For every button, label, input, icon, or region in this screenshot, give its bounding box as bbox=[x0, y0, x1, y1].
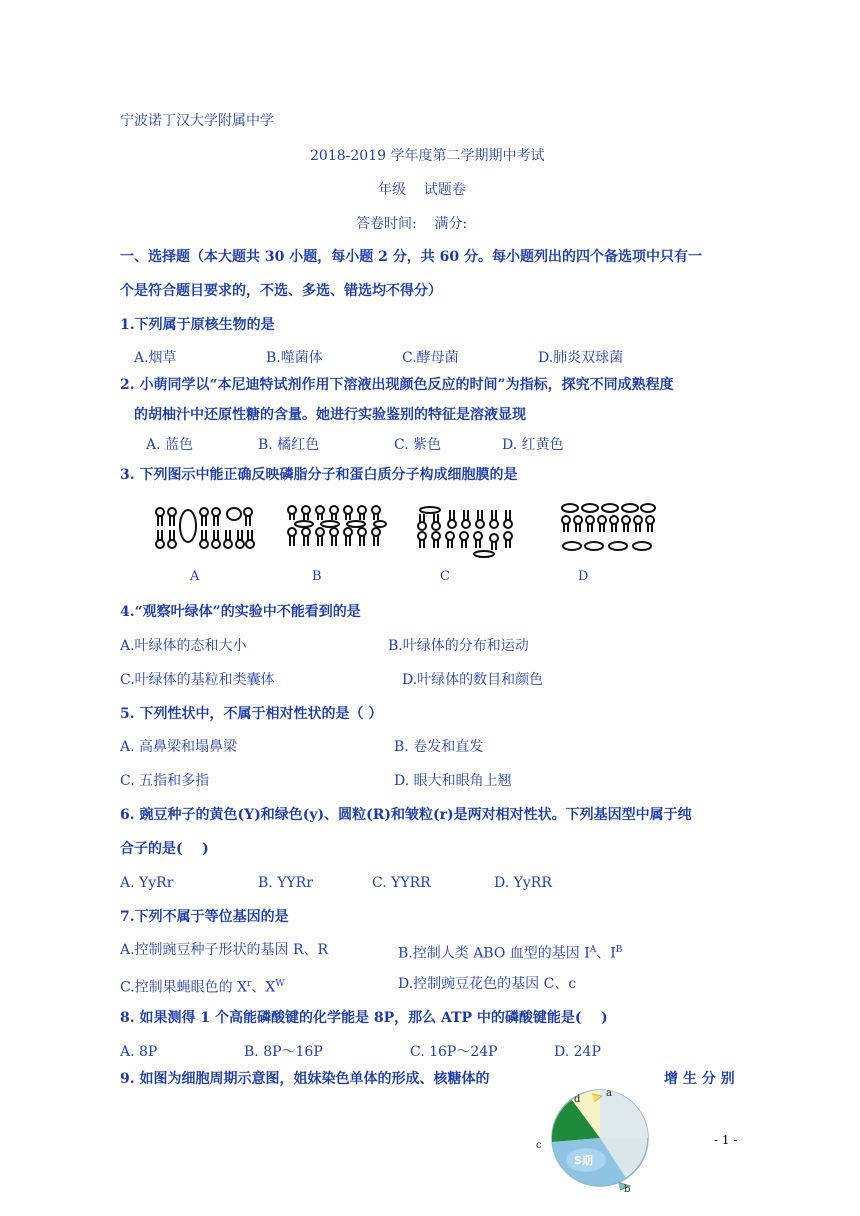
q5-stem: 5. 下列性状中，不属于相对性状的是（ ） bbox=[120, 706, 383, 722]
membrane-diagram-a bbox=[150, 500, 260, 556]
q7-option-b-sup2: B bbox=[615, 945, 623, 955]
q5-option-c: C. 五指和多指 bbox=[120, 773, 210, 789]
time-line: 答卷时间: 满分: bbox=[356, 216, 468, 232]
q1-option-d: D.肺炎双球菌 bbox=[538, 350, 624, 366]
q7-option-c bbox=[120, 975, 285, 997]
q7-option-c-sep: 、X bbox=[251, 979, 276, 996]
q8-stem: 8. 如果测得 1 个高能磷酸键的化学能是 8P，那么 ATP 中的磷酸键能是( ) bbox=[120, 1010, 608, 1026]
q2-stem-line1: 2. 小萌同学以“本尼迪特试剂作用下溶液出现颜色反应的时间”为指标，探究不同成熟程度 bbox=[120, 377, 674, 393]
q6-option-b: B. YYRr bbox=[258, 875, 313, 891]
q2-option-c: C. 紫色 bbox=[394, 437, 442, 453]
cycle-center-label: S期 bbox=[574, 1154, 593, 1167]
q6-option-c: C. YYRR bbox=[372, 875, 431, 891]
q7-option-b-main: B.控制人类 ABO 血型的基因 I bbox=[398, 945, 590, 962]
q7-option-b-sep: 、I bbox=[596, 945, 616, 962]
q5-option-a: A. 高鼻梁和塌鼻梁 bbox=[120, 739, 238, 755]
q1-option-c: C.酵母菌 bbox=[402, 350, 459, 366]
q5-option-b: B. 卷发和直发 bbox=[394, 739, 484, 755]
exam-title: 2018-2019 学年度第二学期期中考试 bbox=[310, 148, 545, 164]
q8-option-d: D. 24P bbox=[554, 1044, 601, 1060]
section-title-line2: 个是符合题目要求的，不选、多选、错选均不得分） bbox=[120, 283, 442, 299]
q2-option-b: B. 橘红色 bbox=[258, 437, 320, 453]
q7-option-b bbox=[398, 941, 622, 963]
school-name: 宁波诺丁汉大学附属中学 bbox=[120, 113, 274, 129]
q7-option-c-sup1: r bbox=[247, 979, 252, 989]
q2-option-a: A. 蓝色 bbox=[146, 437, 194, 453]
cycle-label-b: b bbox=[624, 1184, 631, 1195]
q5-option-d: D. 眼大和眼角上翘 bbox=[394, 773, 512, 789]
q3-label-c: C bbox=[440, 569, 450, 584]
q4-option-a: A.叶绿体的态和大小 bbox=[120, 638, 247, 654]
cell-cycle-diagram bbox=[534, 1086, 658, 1196]
q3-label-a: A bbox=[190, 569, 200, 584]
q6-stem-line2: 合子的是( ) bbox=[120, 841, 209, 857]
q7-option-c-sup2: W bbox=[275, 979, 285, 989]
q2-stem-line2: 的胡柚汁中还原性糖的含量。她进行实验鉴别的特征是溶液显现 bbox=[134, 407, 526, 423]
q3-stem: 3. 下列图示中能正确反映磷脂分子和蛋白质分子构成细胞膜的是 bbox=[120, 467, 518, 483]
membrane-diagram-d bbox=[558, 500, 658, 556]
q4-option-c: C.叶绿体的基粒和类囊体 bbox=[120, 672, 275, 688]
q6-option-a: A. YyRr bbox=[120, 875, 174, 891]
q9-stem: 9. 如图为细胞周期示意图，姐妹染色单体的形成、核糖体的 bbox=[120, 1071, 490, 1087]
q1-option-b: B.噬菌体 bbox=[266, 350, 323, 366]
membrane-diagram-b bbox=[284, 502, 390, 554]
q7-option-a: A.控制豌豆种子形状的基因 R、R bbox=[120, 942, 329, 958]
q4-option-b: B.叶绿体的分布和运动 bbox=[388, 638, 529, 654]
cycle-label-c: c bbox=[536, 1140, 542, 1151]
grade-line: 年级 试题卷 bbox=[378, 182, 466, 198]
q4-stem: 4.“观察叶绿体”的实验中不能看到的是 bbox=[120, 604, 361, 620]
section-title-line1: 一、选择题（本大题共 30 小题，每小题 2 分，共 60 分。每小题列出的四个备选项中只有一 bbox=[120, 249, 702, 265]
membrane-diagram-c bbox=[414, 504, 520, 558]
q3-label-b: B bbox=[312, 569, 322, 584]
q1-option-a: A.烟草 bbox=[134, 350, 177, 366]
cycle-label-a: a bbox=[606, 1088, 612, 1099]
q8-option-b: B. 8P～16P bbox=[244, 1044, 323, 1060]
q3-label-d: D bbox=[578, 569, 589, 584]
q4-option-d: D.叶绿体的数目和颜色 bbox=[402, 672, 544, 688]
q7-option-d: D.控制豌豆花色的基因 C、c bbox=[398, 976, 577, 992]
q6-option-d: D. YyRR bbox=[494, 875, 552, 891]
q7-option-b-sup1: A bbox=[589, 945, 597, 955]
q7-option-c-main: C.控制果蝇眼色的 X bbox=[120, 979, 248, 996]
page-number: - 1 - bbox=[714, 1133, 738, 1147]
q6-stem-line1: 6. 豌豆种子的黄色(Y)和绿色(y)、圆粒(R)和皱粒(r)是两对相对性状。下列基因型中属于纯 bbox=[120, 807, 692, 823]
q1-stem: 1.下列属于原核生物的是 bbox=[120, 317, 275, 333]
q2-option-d: D. 红黄色 bbox=[502, 437, 564, 453]
q8-option-c: C. 16P～24P bbox=[410, 1044, 498, 1060]
cycle-label-d: d bbox=[574, 1094, 581, 1105]
q8-option-a: A. 8P bbox=[120, 1044, 158, 1060]
q9-stem-right: 增 生 分 别 bbox=[664, 1071, 735, 1087]
q7-stem: 7.下列不属于等位基因的是 bbox=[120, 909, 289, 925]
